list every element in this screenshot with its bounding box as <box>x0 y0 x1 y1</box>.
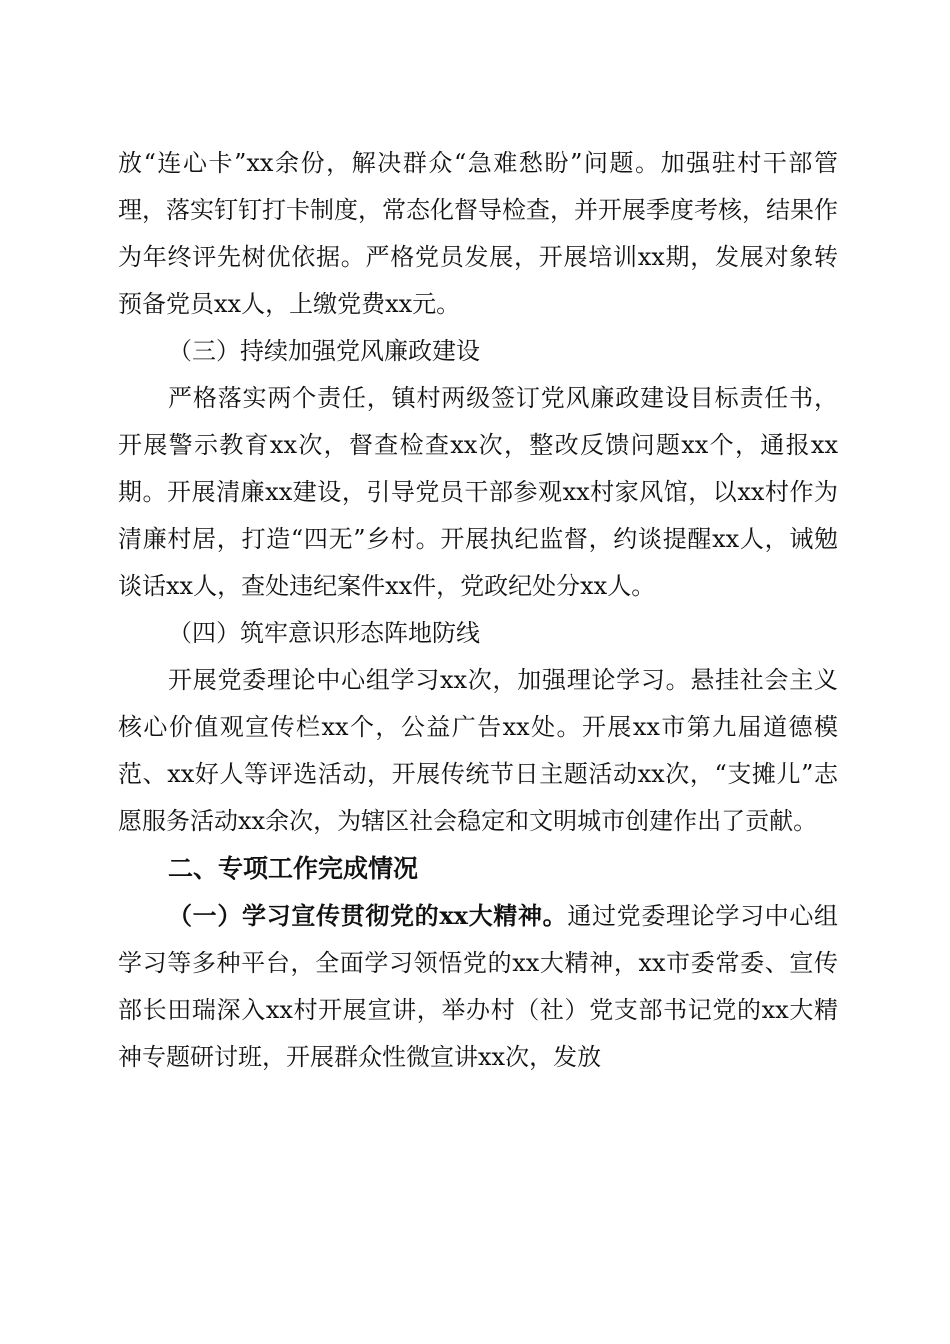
subheading-integrity-building: （三）持续加强党风廉政建设 <box>168 337 480 365</box>
document-body <box>118 140 838 1081</box>
section-heading-special-work: 二、专项工作完成情况 <box>168 854 419 883</box>
paragraph-continued: 放“连心卡”xx余份，解决群众“急难愁盼”问题。加强驻村干部管理，落实钉钉打卡制度，常态化督导检查，并开展季度考核，结果作为年终评先树优依据。严格党员发展，开展培训xx期，发展对象转预备党员xx人，上缴党费xx元。 <box>118 149 838 318</box>
paragraph-ideology-defense: 开展党委理论中心组学习xx次，加强理论学习。悬挂社会主义核心价值观宣传栏xx个，公益广告xx处。开展xx市第九届道德模范、xx好人等评选活动，开展传统节日主题活动xx次，“支摊儿”志愿服务活动xx余次，为辖区社会稳定和文明城市创建作出了贡献。 <box>118 666 838 835</box>
paragraph-integrity-building: 严格落实两个责任，镇村两级签订党风廉政建设目标责任书，开展警示教育xx次，督查检查xx次，整改反馈问题xx个，通报xx期。开展清廉xx建设，引导党员干部参观xx村家风馆，以xx村作为清廉村居，打造“四无”乡村。开展执纪监督，约谈提醒xx人，诫勉谈话xx人，查处违纪案件xx件，党政纪处分xx人。 <box>118 384 838 600</box>
paragraph-lead-body: 通过党委理论学习中心组学习等多种平台，全面学习领悟党的xx大精神，xx市委常委、宣传部长田瑞深入xx村开展宣讲，举办村（社）党支部书记党的xx大精神专题研讨班，开展群众性微宣讲xx次，发放 <box>118 902 838 1071</box>
subheading-ideology-defense: （四）筑牢意识形态阵地防线 <box>168 619 480 647</box>
paragraph-study-spirit <box>118 892 838 1081</box>
paragraph-lead-title: （一）学习宣传贯彻党的xx大精神。 <box>168 901 568 930</box>
